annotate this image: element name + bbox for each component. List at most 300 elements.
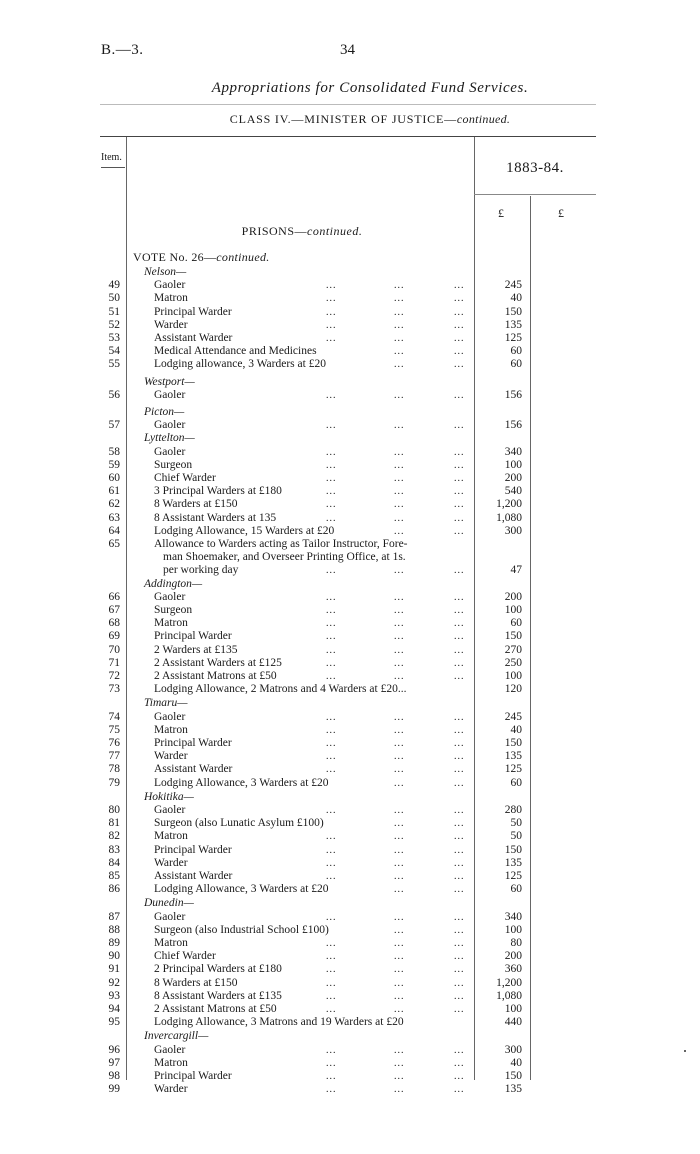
leader-dot-group: ... [454, 1044, 465, 1056]
leader-dot-group: ... [326, 738, 337, 749]
item-number: 51 [108, 305, 120, 318]
section-heading-text: PRISONS— [241, 224, 308, 238]
amount: 135 [504, 856, 522, 869]
table-row [0, 804, 700, 817]
item-number: 57 [108, 419, 120, 432]
leader-dot-group: ... [394, 990, 405, 1002]
amount: 125 [504, 763, 522, 776]
leader-dot-group: ... [394, 565, 405, 577]
class-heading [0, 112, 700, 127]
item-column-header: Item. [101, 152, 122, 163]
leader-dot-group: ... [394, 657, 405, 669]
item-description: 8 Assistant Warders at 135 [154, 511, 277, 524]
item-number: 54 [108, 345, 120, 358]
item-number: 50 [108, 292, 120, 305]
table-row [0, 963, 700, 976]
leader-dot-group: ... [454, 938, 465, 949]
leader-dot-group: ... [394, 644, 405, 656]
leader-dot-group: ... [454, 319, 465, 331]
item-number: 84 [108, 856, 120, 869]
leader-dot-group: ... [394, 319, 405, 331]
amount: 440 [504, 1016, 522, 1029]
item-number: 86 [108, 883, 120, 896]
table-row [0, 644, 700, 657]
leader-dot-group: ... [326, 1004, 337, 1015]
amount: 125 [504, 870, 522, 882]
page-number: 34 [340, 42, 355, 58]
leader-dot-group: ... [454, 844, 465, 856]
amount: 340 [504, 445, 522, 458]
leader-dot-group: ... [326, 389, 337, 401]
leader-dot-group: ... [454, 446, 465, 458]
amount: 280 [504, 804, 522, 816]
table-row [0, 750, 700, 763]
amount: 200 [504, 950, 522, 963]
currency-symbol-1: £ [498, 206, 504, 220]
amount: 60 [510, 617, 522, 630]
amount: 135 [504, 750, 522, 763]
amount: 250 [504, 656, 522, 669]
table-row [0, 498, 700, 511]
leader-dot-group: ... [394, 389, 405, 401]
leader-dot-group: ... [394, 499, 405, 511]
amount: 1,080 [496, 989, 522, 1002]
item-number: 70 [108, 643, 120, 656]
leader-dot-group: ... [454, 924, 465, 936]
leader-dot-group: ... [454, 473, 465, 484]
table-row [0, 670, 700, 683]
leader-dot-group: ... [326, 711, 337, 723]
leader-dot-group: ... [454, 293, 465, 305]
leader-dot-group: ... [454, 1004, 465, 1015]
item-description: Warder [154, 856, 188, 869]
leader-dot-group: ... [394, 1044, 405, 1056]
item-number: 79 [108, 776, 120, 789]
prison-name: Hokitika— [144, 790, 194, 803]
leader-dot-group: ... [326, 644, 337, 656]
year-rule [474, 194, 596, 195]
table-row [0, 564, 700, 577]
prison-heading [0, 578, 700, 591]
leader-dot-group: ... [454, 605, 465, 616]
amount: 60 [510, 776, 522, 789]
item-description: 8 Assistant Warders at £135 [154, 989, 282, 1002]
table-row [0, 485, 700, 498]
leader-dot-group: ... [326, 512, 337, 524]
item-description: Matron [154, 292, 188, 305]
leader-dot-group: ... [454, 805, 465, 816]
item-number: 55 [108, 358, 120, 371]
leader-dot-group: ... [454, 857, 465, 869]
item-number: 72 [108, 670, 120, 682]
item-description: Principal Warder [154, 305, 232, 318]
table-row [0, 604, 700, 617]
leader-dot-group: ... [454, 359, 465, 371]
leader-dot-group: ... [394, 777, 405, 789]
amount: 156 [504, 419, 522, 432]
leader-dot-group: ... [394, 1071, 405, 1082]
leader-dot-group: ... [326, 805, 337, 816]
table-row [0, 924, 700, 937]
table-row [0, 306, 700, 319]
currency-symbol-2: £ [558, 206, 564, 220]
item-description: Lodging Allowance, 3 Warders at £20 [154, 776, 329, 789]
table-row [0, 319, 700, 332]
leader-dot-group: ... [454, 831, 465, 843]
item-number: 99 [108, 1083, 120, 1096]
item-description: Principal Warder [154, 630, 232, 643]
leader-dot-group: ... [394, 1084, 405, 1096]
amount: 300 [504, 524, 522, 537]
leader-dot-group: ... [326, 1084, 337, 1096]
leader-dot-group: ... [454, 591, 465, 603]
amount: 60 [510, 345, 522, 358]
item-description: Gaoler [154, 388, 186, 401]
amount: 135 [504, 1083, 522, 1096]
item-number: 53 [108, 332, 120, 344]
item-number: 49 [108, 279, 120, 292]
item-description: Surgeon (also Industrial School £100) [154, 923, 329, 936]
leader-dot-group: ... [394, 280, 405, 292]
amount: 60 [510, 358, 522, 371]
table-row [0, 419, 700, 432]
item-description: Gaoler [154, 804, 186, 816]
table-row [0, 1083, 700, 1096]
item-description: Gaoler [154, 279, 186, 292]
table-row [0, 911, 700, 924]
leader-dot-group: ... [454, 764, 465, 776]
amount: 245 [504, 710, 522, 723]
item-number: 65 [108, 538, 120, 550]
prison-name: Westport— [144, 375, 195, 388]
item-number: 94 [108, 1003, 120, 1015]
leader-dot-group: ... [454, 751, 465, 763]
leader-dot-group: ... [326, 459, 337, 471]
leader-dot-group: ... [454, 631, 465, 643]
item-description: Lodging Allowance, 15 Warders at £20 [154, 524, 335, 537]
prison-heading [0, 432, 700, 445]
leader-dot-group: ... [394, 333, 405, 344]
leader-dot-group: ... [394, 346, 405, 358]
leader-dot-group: ... [454, 990, 465, 1002]
leader-dot-group: ... [394, 751, 405, 763]
table-row [0, 538, 700, 551]
table-row [0, 1003, 700, 1016]
leader-dot-group: ... [394, 359, 405, 371]
item-description: Gaoler [154, 590, 186, 603]
leader-dot-group: ... [326, 938, 337, 949]
amount: 340 [504, 910, 522, 923]
amount: 540 [504, 485, 522, 498]
amount: 150 [504, 843, 522, 856]
table-row [0, 683, 700, 696]
leader-dot-group: ... [454, 964, 465, 976]
item-description: Principal Warder [154, 1070, 232, 1082]
table-row [0, 711, 700, 724]
leader-dot-group: ... [454, 977, 465, 989]
table-row [0, 292, 700, 305]
table-row [0, 830, 700, 843]
leader-dot-group: ... [454, 486, 465, 498]
item-number: 93 [108, 989, 120, 1002]
leader-dot-group: ... [454, 389, 465, 401]
table-row [0, 883, 700, 896]
table-row [0, 817, 700, 830]
table-row [0, 1044, 700, 1057]
leader-dot-group: ... [454, 644, 465, 656]
amount: 156 [504, 388, 522, 401]
sheet-reference: B.—3. [101, 42, 144, 58]
item-number: 87 [108, 910, 120, 923]
leader-dot-group: ... [326, 657, 337, 669]
amount: 135 [504, 318, 522, 331]
item-number: 56 [108, 388, 120, 401]
amount: 100 [504, 1003, 522, 1015]
amount: 125 [504, 332, 522, 344]
item-number: 71 [108, 656, 120, 669]
item-number: 58 [108, 445, 120, 458]
item-description: Lodging Allowance, 3 Matrons and 19 Warders at £20 [154, 1016, 404, 1029]
leader-dot-group: ... [454, 777, 465, 789]
leader-dot-group: ... [394, 631, 405, 643]
amount: 100 [504, 458, 522, 471]
item-description: Matron [154, 937, 188, 949]
leader-dot-group: ... [454, 525, 465, 537]
leader-dot-group: ... [326, 844, 337, 856]
item-number: 75 [108, 723, 120, 736]
leader-dot-group: ... [394, 525, 405, 537]
section-heading-continued: continued. [307, 224, 363, 238]
leader-dot-group: ... [394, 924, 405, 936]
prison-name: Addington— [144, 577, 203, 590]
leader-dot-group: ... [394, 964, 405, 976]
amount: 120 [504, 683, 522, 696]
vote-heading-continued: continued. [216, 250, 270, 264]
amount: 150 [504, 737, 522, 749]
item-number: 82 [108, 830, 120, 843]
leader-dot-group: ... [394, 911, 405, 923]
amount: 100 [504, 923, 522, 936]
leader-dot-group: ... [394, 618, 405, 630]
leader-dot-group: ... [394, 805, 405, 816]
item-description: Warder [154, 318, 188, 331]
prison-heading [0, 1030, 700, 1043]
table-row [0, 1016, 700, 1029]
item-description: Gaoler [154, 710, 186, 723]
item-description: 2 Principal Warders at £180 [154, 963, 282, 976]
item-description: Lodging allowance, 3 Warders at £20 [154, 358, 326, 371]
amount: 40 [510, 292, 522, 305]
leader-dot-group: ... [454, 499, 465, 511]
prison-heading [0, 897, 700, 910]
table-row [0, 657, 700, 670]
item-number: 64 [108, 524, 120, 537]
leader-dot-group: ... [326, 280, 337, 292]
prison-heading [0, 376, 700, 389]
item-description: Principal Warder [154, 737, 232, 749]
table-row [0, 358, 700, 371]
table-row [0, 937, 700, 950]
table-row [0, 950, 700, 963]
table-row [0, 279, 700, 292]
leader-dot-group: ... [394, 724, 405, 736]
amount: 200 [504, 590, 522, 603]
leader-dot-group: ... [394, 591, 405, 603]
item-number: 63 [108, 511, 120, 524]
amount: 60 [510, 883, 522, 896]
leader-dot-group: ... [454, 884, 465, 896]
amount: 1,200 [496, 976, 522, 989]
item-number: 91 [108, 963, 120, 976]
table-row [0, 870, 700, 883]
table-row [0, 1057, 700, 1070]
leader-dot-group: ... [326, 631, 337, 643]
item-number: 92 [108, 976, 120, 989]
item-description: Warder [154, 750, 188, 763]
leader-dot-group: ... [326, 964, 337, 976]
leader-dot-group: ... [454, 512, 465, 524]
section-heading [128, 224, 476, 239]
leader-dot-group: ... [326, 990, 337, 1002]
leader-dot-group: ... [394, 306, 405, 318]
item-description: Assistant Warder [154, 763, 233, 776]
prison-name: Invercargill— [144, 1030, 209, 1043]
item-description: Lodging Allowance, 3 Warders at £20 [154, 883, 329, 896]
amount: 150 [504, 630, 522, 643]
vote-heading-text: VOTE No. 26— [133, 250, 217, 264]
year-header: 1883-84. [506, 160, 564, 176]
leader-dot-group: ... [394, 951, 405, 963]
prison-heading [0, 266, 700, 279]
leader-dot-group: ... [394, 1057, 405, 1069]
leader-dot-group: ... [394, 857, 405, 869]
item-number: 73 [108, 683, 120, 696]
table-row [0, 724, 700, 737]
leader-dot-group: ... [454, 459, 465, 471]
leader-dot-group: ... [394, 844, 405, 856]
leader-dot-group: ... [454, 911, 465, 923]
leader-dot-group: ... [454, 1084, 465, 1096]
item-number: 89 [108, 937, 120, 949]
leader-dot-group: ... [326, 764, 337, 776]
item-description: 2 Assistant Matrons at £50 [154, 670, 277, 682]
table-row [0, 990, 700, 1003]
item-number: 69 [108, 630, 120, 643]
leader-dot-group: ... [326, 671, 337, 682]
leader-dot-group: ... [394, 446, 405, 458]
leader-dot-group: ... [394, 605, 405, 616]
leader-dot-group: ... [326, 1057, 337, 1069]
item-description: Surgeon [154, 604, 193, 616]
leader-dot-group: ... [394, 420, 405, 432]
prison-name: Timaru— [144, 697, 188, 710]
item-description: 8 Warders at £150 [154, 976, 238, 989]
amount: 50 [510, 830, 522, 843]
item-description: Matron [154, 723, 188, 736]
table-row [0, 1070, 700, 1083]
amount: 40 [510, 723, 522, 736]
leader-dot-group: ... [394, 818, 405, 830]
leader-dot-group: ... [394, 871, 405, 882]
item-description: Warder [154, 1083, 188, 1096]
leader-dot-group: ... [326, 605, 337, 616]
item-description: Gaoler [154, 910, 186, 923]
item-number: 98 [108, 1070, 120, 1082]
leader-dot-group: ... [454, 724, 465, 736]
item-description: Allowance to Warders acting as Tailor Instructor, Fore- [154, 538, 408, 550]
item-description: per working day [163, 564, 239, 577]
leader-dot-group: ... [326, 565, 337, 577]
item-description: Surgeon [154, 458, 193, 471]
leader-dot-group: ... [394, 831, 405, 843]
item-number: 95 [108, 1016, 120, 1029]
item-description: Matron [154, 830, 188, 843]
item-number: 59 [108, 458, 120, 471]
stray-mark [684, 1050, 686, 1052]
leader-dot-group: ... [394, 512, 405, 524]
table-row [0, 857, 700, 870]
amount: 150 [504, 305, 522, 318]
page-title: Appropriations for Consolidated Fund Services. [211, 80, 529, 96]
leader-dot-group: ... [394, 473, 405, 484]
item-description: Lodging Allowance, 2 Matrons and 4 Warders at £20... [154, 683, 407, 696]
item-description: Matron [154, 617, 188, 630]
leader-dot-group: ... [326, 473, 337, 484]
leader-dot-group: ... [394, 1004, 405, 1015]
item-number: 81 [108, 817, 120, 830]
title-rule [100, 104, 596, 105]
leader-dot-group: ... [454, 618, 465, 630]
amount: 47 [510, 564, 522, 577]
table-row [0, 630, 700, 643]
leader-dot-group: ... [326, 977, 337, 989]
item-description: Medical Attendance and Medicines [154, 345, 317, 358]
amount: 40 [510, 1056, 522, 1069]
item-number: 97 [108, 1056, 120, 1069]
amount: 245 [504, 279, 522, 292]
item-number: 67 [108, 604, 120, 616]
leader-dot-group: ... [326, 911, 337, 923]
leader-dot-group: ... [326, 333, 337, 344]
vote-heading [133, 250, 270, 265]
table-row [0, 777, 700, 790]
prison-name: Picton— [144, 406, 185, 418]
table-row [0, 332, 700, 345]
class-heading-continued: continued. [456, 112, 511, 126]
item-description: Principal Warder [154, 843, 232, 856]
leader-dot-group: ... [394, 293, 405, 305]
prison-heading [0, 406, 700, 419]
table-row [0, 737, 700, 750]
item-number: 96 [108, 1043, 120, 1056]
amount: 200 [504, 472, 522, 484]
leader-dot-group: ... [454, 565, 465, 577]
amount: 1,080 [496, 511, 522, 524]
leader-dot-group: ... [394, 671, 405, 682]
item-number: 60 [108, 472, 120, 484]
leader-dot-group: ... [326, 724, 337, 736]
leader-dot-group: ... [326, 420, 337, 432]
item-description: Gaoler [154, 1043, 186, 1056]
leader-dot-group: ... [326, 951, 337, 963]
leader-dot-group: ... [454, 738, 465, 749]
item-description: Assistant Warder [154, 870, 233, 882]
table-row [0, 977, 700, 990]
leader-dot-group: ... [454, 711, 465, 723]
item-header-underline [101, 167, 125, 168]
item-number: 77 [108, 750, 120, 763]
item-description: Surgeon (also Lunatic Asylum £100) [154, 817, 324, 830]
